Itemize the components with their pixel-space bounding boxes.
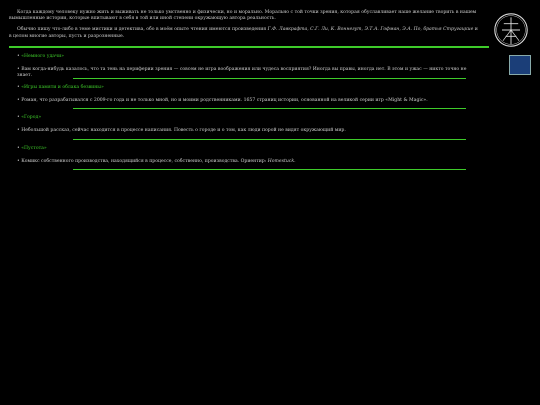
entry-divider (73, 139, 466, 140)
banner-thumbnail-image[interactable] (509, 55, 531, 75)
work-description: Небольшой рассказ, сейчас находится в процессе написания. Повесть о городе и о том, как люди порой не видят окружающий мир. (21, 128, 346, 134)
work-description: Вам когда-нибудь казалось, что та тень на периферии зрения — совсем не игра воображения или чудеса восприятия? Иногда вы правы, иногда нет. В этом и ужас — никто точно не знает. (17, 67, 467, 79)
intro-paragraph-1: Когда каждому человеку нужно жить и выживать не только умственно и физически, но и морально. Морально с той точки зрения, которая обуславливает наше желание творить в нашем вымышленные истории, которые впитывают в себя в той или иной степени окружающую автора реальность. (9, 10, 477, 22)
bullet: • (17, 54, 20, 59)
entry-divider (73, 78, 466, 79)
main-divider (9, 46, 489, 48)
work-entry (17, 54, 472, 80)
bullet: • (17, 98, 20, 104)
favorite-authors: Г.Ф. Лавкрафта, С.Г. Ли, К. Воннегут, Э.Т.А. Гофман, Э.А. По, братья Стругацкие (267, 27, 474, 33)
work-entry (17, 115, 472, 134)
intro-section (9, 10, 479, 45)
work-entry (17, 85, 472, 104)
work-entry (17, 146, 472, 165)
intro-paragraph-2-end: и в целом многие авторы, пусть и разрозненные. (9, 27, 478, 39)
work-description: Роман, что разрабатывался с 2009-го года и не только мной, но и моими родственниками. 1657 страниц истории, основанной на великой серии игр «Might & Magic». (21, 98, 428, 104)
work-title-link[interactable]: «Игры памяти и облака безвины» (21, 85, 104, 90)
bullet: • (17, 128, 20, 134)
bullet: • (17, 67, 20, 73)
work-reference: Homestuck. (267, 159, 296, 165)
sigil-emblem-icon (493, 12, 529, 48)
work-description: Комикс собственного производства, находящийся в процессе, собственно, производства. Ориентир: (21, 159, 267, 165)
entry-divider (73, 169, 466, 170)
work-title-link[interactable]: «Немного удачи» (21, 54, 64, 59)
bullet: • (17, 159, 20, 165)
work-title-link[interactable]: «Город» (21, 115, 42, 120)
bullet: • (17, 115, 20, 120)
bullet: • (17, 85, 20, 90)
work-title-link[interactable]: «Пустота» (21, 146, 47, 151)
entry-divider (73, 108, 466, 109)
bullet: • (17, 146, 20, 151)
intro-paragraph-2-start: Обычно пишу что-либо в теме мистики и детектива, обо в моём опыте чтения имеются произведения (17, 27, 267, 33)
intro-paragraph-2 (9, 27, 479, 39)
